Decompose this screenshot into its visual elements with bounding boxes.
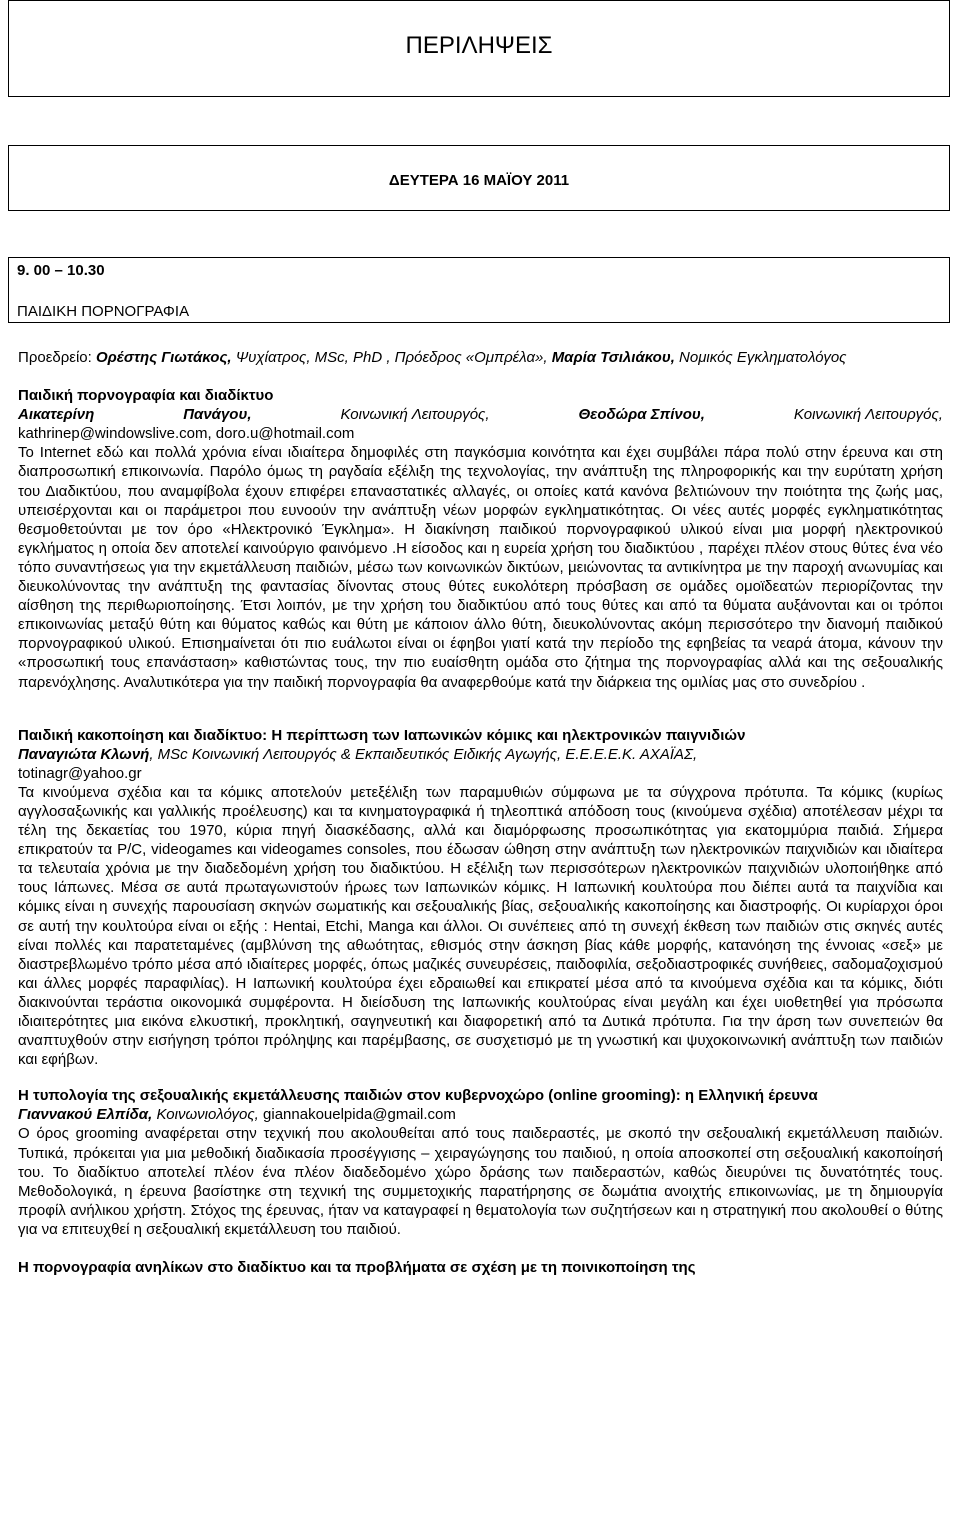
talk1-author-2: Θεοδώρα Σπίνου, (578, 406, 705, 424)
talk1-emails: kathrinep@windowslive.com, doro.u@hotmail.com (18, 425, 355, 443)
talk1-author-1: Πανάγου, (183, 406, 252, 424)
talk3-body: Ο όρος grooming αναφέρεται στην τεχνική που ακολουθείται από τους παιδεραστές, με σκοπό την σεξουαλική εκμετάλλευση παιδιών. Τυπικά, πρόκειται για μια μεθοδική διαδικασία προσέγγισης – χειραγώγησης του παιδιού, η οποία αποσκοπεί στη σεξουαλική κακοποίησή του. Το διαδίκτυο αποτελεί πλέον ένα πλέον διαδεδομένο χώρο δράσης των παιδεραστών, καθώς διευρύνει τις δυνατότητές τους. Μεθοδολογικά, η έρευνα βασίστηκε στη τεχνική της συμμετοχικής παρατήρησης σε δωμάτια ανοιχτής επικοινωνίας, με τη δημιουργία προφίλ ανήλικου χρήστη. Στόχος της έρευνας, ήταν να καταγραφεί η θεματολογία των συζητήσεων και η στρατηγική που ακολουθεί ο θύτης για να επιτευχθεί η σεξουαλική εκμετάλλευση του παιδιού. (18, 1125, 943, 1238)
talk2-email: totinagr@yahoo.gr (18, 764, 142, 782)
talk1-authors (18, 405, 943, 424)
session-date: ΔΕΥΤΕΡΑ 16 ΜΑΪΟΥ 2011 (388, 172, 570, 189)
talk3-title: Η τυπολογία της σεξουαλικής εκμετάλλευσης παιδιών στον κυβερνοχώρο (online grooming): η Ελληνική έρευνα (18, 1087, 818, 1105)
chair-role-1: Ψυχίατρος, MSc, PhD , Πρόεδρος «Ομπρέλα», (231, 349, 552, 366)
talk3-email: giannakouelpida@gmail.com (258, 1106, 456, 1124)
time-box (8, 257, 950, 323)
session-title: ΠΑΙΔΙΚΗ ΠΟΡΝΟΓΡΑΦΙΑ (17, 303, 190, 320)
talk2-author-line (18, 745, 943, 764)
chairs-line (18, 348, 943, 367)
talk1-body-1: Το Internet εδώ και πολλά χρόνια είναι ιδιαίτερα δημοφιλές στη παγκόσμια κοινότητα και έχει συμβάλει πάρα πολύ στην έρευνα και στη διαπροσωπική επικοινωνία. (18, 444, 943, 481)
talk1-role-1: Κοινωνική Λειτουργός, (340, 406, 490, 424)
talk1-author-1-first: Αικατερίνη (18, 406, 95, 424)
talk3-role: Κοινωνιολόγος, (152, 1106, 259, 1124)
page-title: ΠΕΡΙΛΗΨΕΙΣ (405, 32, 553, 59)
talk1-body-2: Παρόλο όμως τη ραγδαία εξέλιξη της τεχνολογίας, την ανάπτυξη της πληροφορικής και την ευρύτατη χρήση του Διαδικτύου, που αναμφίβολα έχουν επιφέρει επαναστατικές αλλαγές, οι οποίες κατά κανόνα βελτιώνουν την ποιότητα της ζωής μας, υπεισέρχονται και οι παράμετροι που ευνοούν την ανάπτυξη νέων μορφών εγκληματικότητας. Οι νέες αυτές μορφές εγκληματικότητας θεσμοθετούνται με τον όρο «Ηλεκτρονικό Έγκλημα». Η διακίνηση παιδικού πορνογραφικού υλικού είναι μια μορφή ηλεκτρονικού εγκλήματος η οποία δεν αποτελεί καινούργιο φαινόμενο .Η είσοδος και η ευρεία χρήση του διαδικτύου , παρέχει πλέον στους θύτες ένα νέο τόπο συναντήσεως για την εκμετάλλευση παιδιών, μέσω των κοινωνικών δικτύων, μειώνοντας τα αντικίνητρα με την παροχή ανωνυμίας και διευκολύνοντας την ανάπτυξη της φαντασίας δίνοντας στους θύτες ευκολότερη πρόσβαση σε ομάδες ομοϊδεατών περιορίζοντας την αίσθηση της περιθωριοποίησης. Έτσι λοιπόν, με την χρήση του διαδικτύου από τους θύτες και από τα θύματα αυξάνονται και οι τρόποι επικοινωνίας μεταξύ θύτη και θύματος καθώς και θύτη με κάποιον άλλο θύτη, διευκολύνοντας ακόμη περισσότερο την διανομή παιδικού πορνογραφικού υλικού. Επισημαίνεται ότι πιο ευάλωτοι είναι οι έφηβοι γιατί κατά την περίοδο της εφηβείας τα νεαρά άτομα, κάνουν την «προσωπική τους επανάσταση» καθιστώντας τους, την πιο ευαίσθητη ομάδα στο ζήτημα της πορνογραφίας αλλά και της σεξουαλικής παρενόχλησης. Αναλυτικότερα για την παιδική πορνογραφία θα αναφερθούμε κατά την διάρκεια της ομιλίας μας στο συνεδρίου . (18, 463, 943, 691)
talk2-author: Παναγιώτα Κλωνή (18, 745, 150, 763)
talk2-role: , MSc Κοινωνική Λειτουργός & Εκπαιδευτικός Ειδικής Αγωγής, Ε.Ε.Ε.Ε.Κ. ΑΧΑΪΑΣ, (149, 745, 698, 763)
abstracts-content (18, 348, 943, 1277)
talk1-role-2: Κοινωνική Λειτουργός, (793, 406, 943, 424)
talk4-title: Η πορνογραφία ανηλίκων στο διαδίκτυο και τα προβλήματα σε σχέση με τη ποινικοποίηση της (18, 1259, 696, 1277)
title-box (8, 0, 950, 97)
talk3-author: Γιαννακού Ελπίδα, (18, 1106, 153, 1124)
date-box (8, 145, 950, 211)
chair-name-2: Μαρία Τσιλιάκου, (551, 349, 675, 366)
chair-role-2: Νομικός Εγκληματολόγος (674, 349, 847, 366)
talk1-body (18, 443, 943, 691)
talk1-title: Παιδική πορνογραφία και διαδίκτυο (18, 387, 274, 405)
talk2-body: Τα κινούμενα σχέδια και τα κόμικς αποτελούν μετεξέλιξη των παραμυθιών σύμφωνα με τα σύγχρονα πρότυπα. Τα κόμικς (κυρίως αγγλοσαξωνικής και γαλλικής προέλευσης) και τα κινηματογραφικά ή τηλεοπτικά απόδοση τους (κινούμενα σχέδια) αποτέλεσαν μέχρι τα τέλη της δεκαετίας του 1970, κύρια πηγή διασκέδασης, αλλά και διαμόρφωσης προσωπικότητας για εκατομμύρια παιδιά. Σήμερα επικρατούν τα P/C, videogames και videogames consoles, που έδωσαν ώθηση στην ανάπτυξη των ηλεκτρονικών παιχνιδιών και ιδιαίτερα τα τελευταία χρόνια με την διαδεδομένη χρήση του διαδικτύου. Η εξέλιξη των περισσότερων ηλεκτρονικών παιχνιδιών υλοποιήθηκε από τους Ιάπωνες. Μέσα σε αυτά πρωταγωνιστούν ήρωες των Ιαπωνικών κόμικς. Η Ιαπωνική κουλτούρα που διέπει αυτά τα παιχνίδια και κόμικς είναι η συνεχής παρουσίαση σκηνών σωματικής και σεξουαλικής βίας, σεξουαλικής κακοποίησης και διαστροφής. Οι κυρίαρχοι όροι σε αυτή την κουλτούρα είναι οι εξής : Hentai, Etchi, Manga και άλλοι. Οι συνέπειες από τη συνεχή έκθεση των παιδιών στις σκηνές αυτές είναι πολλές και παρατεταμένες (αμβλύνση της αθωότητας, εθισμός στην άσκηση βίας κάθε μορφής, κατανόηση της έννοιας «σεξ» με διαστρεβλωμένο τρόπο μέσα από ιδιαίτερες μορφές, όπως μαζικές συνευρέσεις, παιδοφιλία, σεξοδιαστροφικές συνήθειες, σαδομαζοχισμού και άλλες μορφές παραφιλίας). Η Ιαπωνική κουλτούρα έχει εδραιωθεί και επικρατεί μέσα από τα κινούμενα σχέδια και τα κόμικς, διότι διακινούνται τεράστια οικονομικά συμφέροντα. Η διείσδυση της Ιαπωνικής κουλτούρας είναι μεγάλη και έχει υιοθετηθεί για πρόσωπα ιδιαιτερότητες μια εικόνα ελκυστική, προκλητική, σαγηνευτική και διαφορετική από τα Δυτικά πρότυπα. Για την άρση των συνεπειών θα αναπτυχθούν στην εισήγηση τρόποι πρόληψης και παρέμβασης, σε συσχετισμό με τη γνωστική και ψυχοκοινωνική ανάπτυξη των παιδιών και εφήβων. (18, 783, 943, 1069)
talk2-title: Παιδική κακοποίηση και διαδίκτυο: Η περίπτωση των Ιαπωνικών κόμικς και ηλεκτρονικών παιγνιδιών (18, 726, 746, 744)
session-time: 9. 00 – 10.30 (17, 262, 105, 279)
chairs-label: Προεδρείο: (18, 349, 96, 366)
talk3-author-line (18, 1105, 943, 1124)
chair-name-1: Ορέστης Γιωτάκος, (95, 349, 232, 366)
